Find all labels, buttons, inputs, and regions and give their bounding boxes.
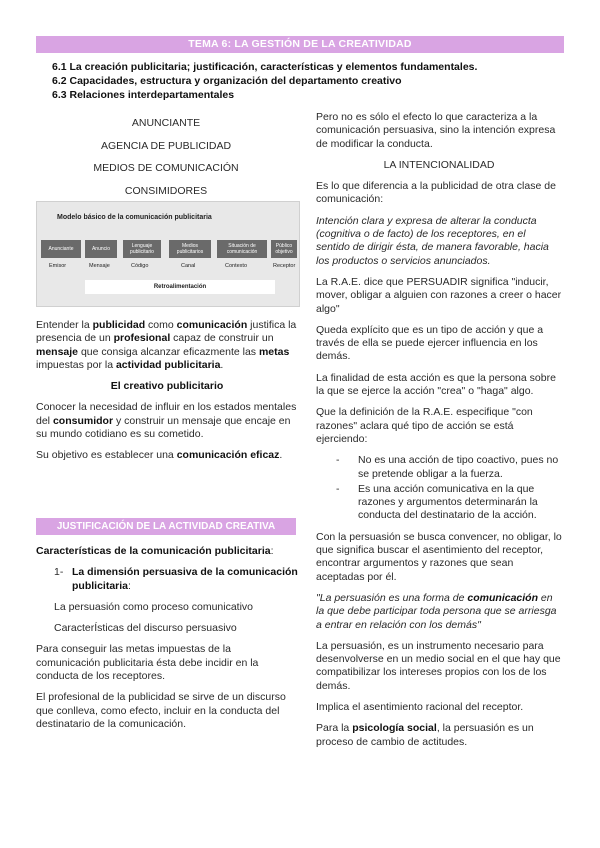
list-item: CONSIMIDORES bbox=[124, 184, 208, 197]
paragraph: Para conseguir las metas impuestas de la comunicación publicitaria ésta debe incidir en la conducta de los receptores. bbox=[36, 643, 259, 683]
list-item: ANUNCIANTE bbox=[131, 117, 201, 129]
diagram-feedback: Retroalimentación bbox=[85, 280, 275, 294]
left-column-lower bbox=[36, 545, 298, 739]
actors-list bbox=[36, 112, 296, 202]
paragraph: El profesional de la publicidad se sirve de un discurso que conlleva, como efecto, incluir en la conducta del destinatario de la comunicación. bbox=[36, 691, 286, 730]
toc-item: 6.3 Relaciones interdepartamentales bbox=[52, 89, 235, 101]
list-item: MEDIOS DE COMUNICACIÓN bbox=[93, 162, 239, 174]
paragraph: Características de la comunicación publicitaria: bbox=[36, 545, 274, 557]
paragraph: Pero no es sólo el efecto lo que caracteriza a la comunicación persuasiva, sino la intención expresa de modificar la conducta. bbox=[316, 111, 556, 150]
diagram-box: Situación de comunicación bbox=[217, 240, 267, 258]
table-of-contents bbox=[52, 60, 477, 102]
diagram-box: Público objetivo bbox=[271, 240, 297, 258]
diagram-box: Anuncio bbox=[85, 240, 117, 258]
paragraph: Para la psicología social, la persuasión es un proceso de cambio de actitudes. bbox=[316, 722, 534, 748]
subitem: CaracterÍsticas del discurso persuasivo bbox=[54, 622, 237, 635]
subitem: La persuasión como proceso comunicativo bbox=[54, 600, 254, 613]
list-item: - Es una acción comunicativa en la que razones y argumentos determinarán la conducta del destinatario de la acción. bbox=[336, 482, 538, 522]
right-column bbox=[316, 111, 562, 757]
page-title: TEMA 6: LA GESTIÓN DE LA CREATIVIDAD bbox=[188, 38, 412, 50]
paragraph: Conocer la necesidad de influir en los estados mentales del consumidor y construir un mensaje que encaje en su mundo cotidiano es su cometido. bbox=[36, 401, 297, 441]
diagram-label: Mensaje bbox=[89, 263, 110, 269]
quote: "La persuasión es una forma de comunicación en la que debe participar toda persona que se arriesga a entrar en relación con los demás" bbox=[316, 591, 557, 631]
toc-item: 6.1 La creación publicitaria; justificación, características y elementos fundamentales. bbox=[52, 61, 478, 73]
header-band bbox=[36, 36, 564, 53]
communication-model-diagram bbox=[36, 201, 300, 307]
diagram-box: Anunciante bbox=[41, 240, 81, 258]
paragraph: Implica el asentimiento racional del receptor. bbox=[316, 700, 524, 713]
section-heading: LA INTENCIONALIDAD bbox=[383, 158, 495, 171]
paragraph: La R.A.E. dice que PERSUADIR significa "inducir, mover, obligar a alguien con razones a creer o hacer algo" bbox=[316, 275, 562, 315]
paragraph: Con la persuasión se busca convencer, no obligar, lo que significa buscar el asentimiento del receptor, encontrar argumentos y razones que sean aceptadas por él. bbox=[316, 530, 562, 583]
paragraph: Queda explícito que es un tipo de acción y que a través de ella se puede ejercer influencia en los demás. bbox=[316, 323, 544, 363]
paragraph: Intención clara y expresa de alterar la conducta (cognitiva o de facto) de los receptores, en el sentido de dirigir ésta, de manera favorable, hacia los productos o servicios anunciados. bbox=[316, 214, 549, 267]
numbered-item: 1- La dimensión persuasiva de la comunicación publicitaria: bbox=[54, 566, 298, 592]
diagram-label: Receptor bbox=[273, 263, 296, 269]
bullet-list bbox=[316, 454, 562, 522]
diagram-box: Lenguaje publicitario bbox=[123, 240, 161, 258]
diagram-title: Modelo básico de la comunicación publicitaria bbox=[57, 214, 212, 221]
diagram-label: Contexto bbox=[225, 263, 248, 269]
toc-item: 6.2 Capacidades, estructura y organización del departamento creativo bbox=[52, 75, 402, 87]
section-heading: El creativo publicitario bbox=[110, 380, 224, 393]
diagram-box: Medios publicitarios bbox=[169, 240, 211, 258]
section-band: JUSTIFICACIÓN DE LA ACTIVIDAD CREATIVA bbox=[36, 518, 296, 535]
paragraph: La persuasión, es un instrumento necesario para desenvolverse en un medio social en el que hay que compatibilizar los intereses propios con los de los demás. bbox=[316, 639, 561, 692]
list-item: - No es una acción de tipo coactivo, pues no se pretende obligar a la fuerza. bbox=[336, 454, 559, 480]
list-item: AGENCIA DE PUBLICIDAD bbox=[100, 139, 232, 152]
paragraph: Entender la publicidad como comunicación justifica la presencia de un profesional capaz de construir un mensaje que consiga alcanzar eficazmente las metas impuestas por la actividad publicitaria. bbox=[36, 319, 297, 371]
left-column-upper bbox=[36, 319, 298, 471]
diagram-label: Emisor bbox=[49, 263, 67, 269]
paragraph: La finalidad de esta acción es que la persona sobre la que se ejerce la acción "crea" o "haga" algo. bbox=[316, 371, 556, 398]
paragraph: Es lo que diferencia a la publicidad de otra clase de comunicación: bbox=[316, 180, 556, 206]
paragraph: Su objetivo es establecer una comunicación eficaz. bbox=[36, 449, 283, 462]
diagram-label: Canal bbox=[181, 263, 196, 269]
diagram-label: Código bbox=[131, 263, 149, 269]
paragraph: Que la definición de la R.A.E. especifique "con razones" aclara qué tipo de acción se está ejerciendo: bbox=[316, 406, 533, 445]
